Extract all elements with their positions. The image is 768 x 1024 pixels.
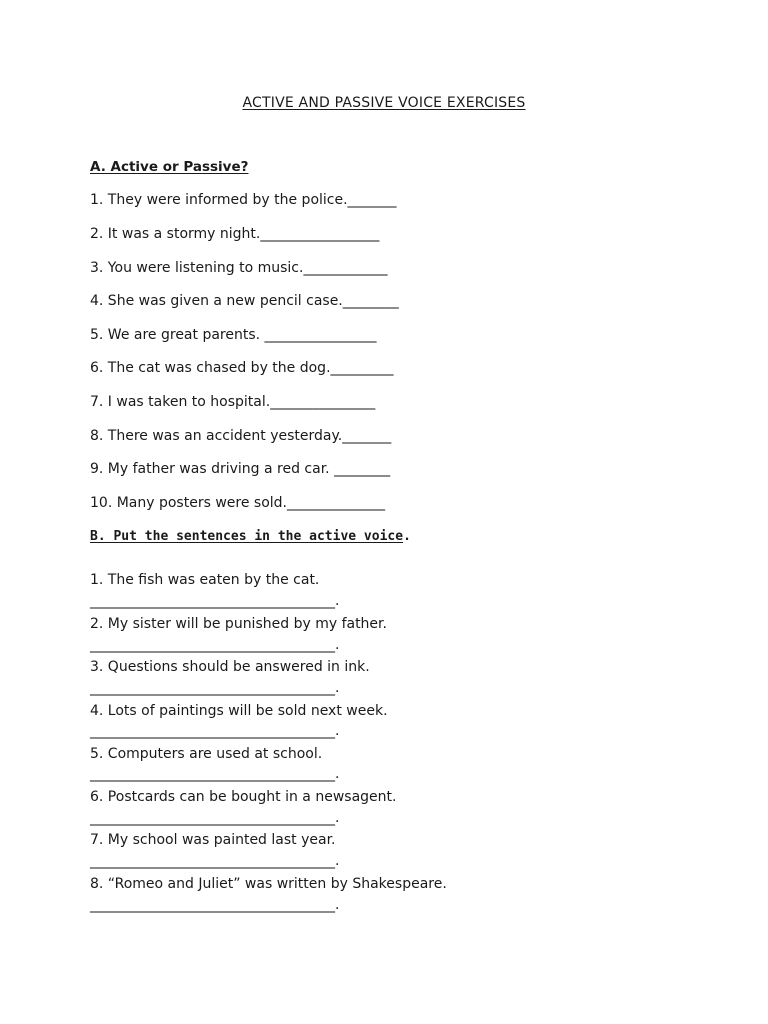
section-b-answer-line-6[interactable]: ___________________________________.	[90, 810, 340, 826]
section-a-item-7: 7. I was taken to hospital._______________	[90, 394, 376, 410]
section-a-item-9: 9. My father was driving a red car. ________	[90, 461, 391, 477]
section-b-item-1: 1. The fish was eaten by the cat.	[90, 572, 320, 588]
section-b-item-2: 2. My sister will be punished by my father.	[90, 616, 387, 632]
section-a-item-1: 1. They were informed by the police._______	[90, 192, 397, 208]
section-b-answer-line-3[interactable]: ___________________________________.	[90, 680, 340, 696]
section-b-item-3: 3. Questions should be answered in ink.	[90, 659, 370, 675]
section-b-heading-period: .	[403, 529, 411, 544]
section-b-answer-line-1[interactable]: ___________________________________.	[90, 593, 340, 609]
section-a-item-5: 5. We are great parents. ________________	[90, 327, 377, 343]
section-a-item-3: 3. You were listening to music.____________	[90, 260, 388, 276]
section-a-heading-text: A. Active or Passive?	[90, 159, 249, 175]
section-a-heading	[90, 159, 248, 175]
section-b-item-4: 4. Lots of paintings will be sold next week.	[90, 703, 388, 719]
page-title-text: ACTIVE AND PASSIVE VOICE EXERCISES	[242, 95, 526, 111]
section-a-item-10: 10. Many posters were sold.______________	[90, 495, 385, 511]
section-a-item-8: 8. There was an accident yesterday._______	[90, 428, 392, 444]
section-b-item-8: 8. “Romeo and Juliet” was written by Shakespeare.	[90, 876, 447, 892]
section-b-answer-line-7[interactable]: ___________________________________.	[90, 853, 340, 869]
section-b-answer-line-8[interactable]: ___________________________________.	[90, 897, 340, 913]
section-b-heading-text: B. Put the sentences in the active voice	[90, 529, 404, 544]
section-a-item-6: 6. The cat was chased by the dog._________	[90, 360, 394, 376]
page-title	[0, 95, 768, 111]
section-b-answer-line-2[interactable]: ___________________________________.	[90, 637, 340, 653]
section-b-item-7: 7. My school was painted last year.	[90, 832, 336, 848]
section-b-answer-line-4[interactable]: ___________________________________.	[90, 723, 340, 739]
section-a-item-4: 4. She was given a new pencil case.________	[90, 293, 399, 309]
section-b-item-5: 5. Computers are used at school.	[90, 746, 323, 762]
section-b-heading	[90, 529, 411, 544]
section-b-item-6: 6. Postcards can be bought in a newsagent.	[90, 789, 397, 805]
section-b-answer-line-5[interactable]: ___________________________________.	[90, 766, 340, 782]
section-a-item-2: 2. It was a stormy night._________________	[90, 226, 380, 242]
